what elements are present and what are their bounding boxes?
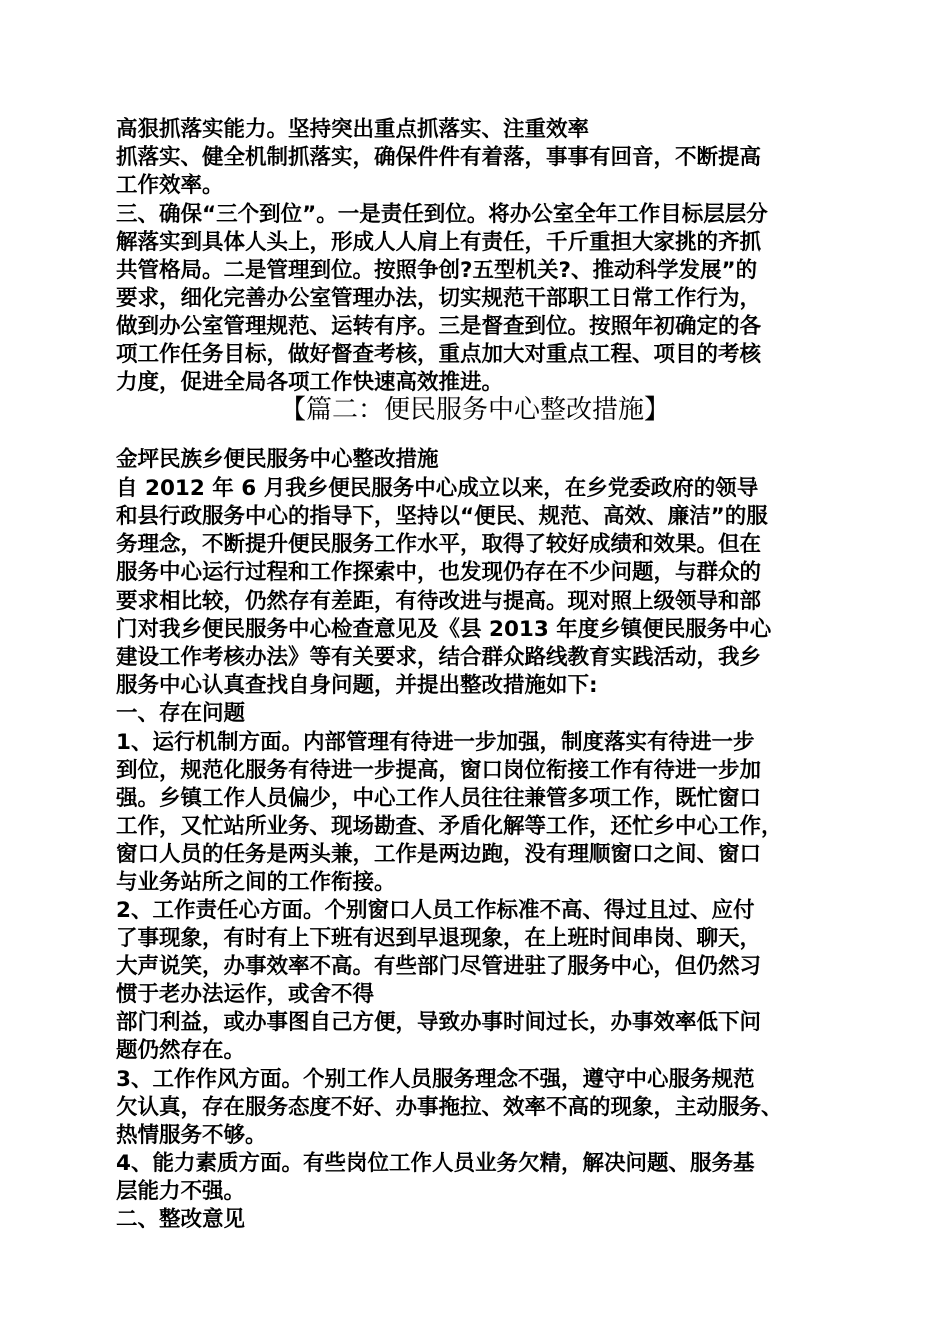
subheading: 二、整改意见 — [116, 1207, 246, 1232]
text-line: 共管格局。二是管理到位。按照争创?五型机关?、推动科学发展”的 — [116, 258, 758, 283]
text-line: 做到办公室管理规范、运转有序。三是督查到位。按照年初确定的各 — [116, 314, 762, 339]
text-line: 与业务站所之间的工作衔接。 — [116, 870, 396, 895]
text-line: 服务中心认真查找自身问题，并提出整改措施如下: — [116, 673, 598, 698]
text-line: 工作效率。 — [116, 173, 224, 198]
text-line: 解落实到具体人头上，形成人人肩上有责任，千斤重担大家挑的齐抓 — [116, 230, 762, 255]
text-line: 欠认真，存在服务态度不好、办事拖拉、效率不高的现象，主动服务、 — [116, 1095, 783, 1120]
text-line: 层能力不强。 — [116, 1179, 246, 1204]
text-line: 工作，又忙站所业务、现场勘查、矛盾化解等工作，还忙乡中心工作， — [116, 814, 783, 839]
text-line: 大声说笑，办事效率不高。有些部门尽管进驻了服务中心，但仍然习 — [116, 954, 762, 979]
text-line: 到位，规范化服务有待进一步提高，窗口岗位衔接工作有待进一步加 — [116, 758, 762, 783]
text-line: 服务中心运行过程和工作探索中，也发现仍存在不少问题，与群众的 — [116, 560, 762, 585]
text-line: 2、工作责任心方面。个别窗口人员工作标准不高、得过且过、应付 — [116, 898, 755, 923]
text-line: 三、确保“三个到位”。一是责任到位。将办公室全年工作目标层层分 — [116, 202, 768, 227]
article-title: 金坪民族乡便民服务中心整改措施 — [116, 447, 439, 472]
text-line: 强。乡镇工作人员偏少，中心工作人员往往兼管多项工作，既忙窗口 — [116, 786, 762, 811]
text-line: 建设工作考核办法》等有关要求，结合群众路线教育实践活动，我乡 — [116, 645, 762, 670]
text-line: 惯于老办法运作，或舍不得 — [116, 982, 375, 1007]
text-line: 要求，细化完善办公室管理办法，切实规范干部职工日常工作行为， — [116, 286, 762, 311]
text-line: 项工作任务目标，做好督查考核，重点加大对重点工程、项目的考核 — [116, 342, 762, 367]
text-line: 抓落实、健全机制抓落实，确保件件有着落，事事有回音，不断提高 — [116, 145, 762, 170]
text-line: 窗口人员的任务是两头兼，工作是两边跑，没有理顺窗口之间、窗口 — [116, 842, 762, 867]
subheading: 一、存在问题 — [116, 701, 246, 726]
text-line: 题仍然存在。 — [116, 1038, 246, 1063]
text-line: 4、能力素质方面。有些岗位工作人员业务欠精，解决问题、服务基 — [116, 1151, 755, 1176]
text-line: 热情服务不够。 — [116, 1123, 267, 1148]
text-line: 自 2012 年 6 月我乡便民服务中心成立以来，在乡党委政府的领导 — [116, 476, 759, 501]
text-line: 部门利益，或办事图自己方便，导致办事时间过长，办事效率低下问 — [116, 1010, 762, 1035]
text-line: 了事现象，有时有上下班有迟到早退现象，在上班时间串岗、聊天， — [116, 926, 762, 951]
text-line: 务理念，不断提升便民服务工作水平，取得了较好成绩和效果。但在 — [116, 532, 762, 557]
text-line: 1、运行机制方面。内部管理有待进一步加强，制度落实有待进一步 — [116, 730, 755, 755]
text-line: 3、工作作风方面。个别工作人员服务理念不强，遵守中心服务规范 — [116, 1067, 755, 1092]
text-line: 和县行政服务中心的指导下，坚持以“便民、规范、高效、廉洁”的服 — [116, 504, 768, 529]
text-line: 门对我乡便民服务中心检查意见及《县 2013 年度乡镇便民服务中心 — [116, 617, 772, 642]
section-heading: 【篇二：便民服务中心整改措施】 — [279, 395, 670, 425]
text-line: 要求相比较，仍然存有差距，有待改进与提高。现对照上级领导和部 — [116, 589, 762, 614]
text-line: 力度，促进全局各项工作快速高效推进。 — [116, 370, 504, 395]
text-line: 高狠抓落实能力。坚持突出重点抓落实、注重效率 — [116, 117, 590, 142]
